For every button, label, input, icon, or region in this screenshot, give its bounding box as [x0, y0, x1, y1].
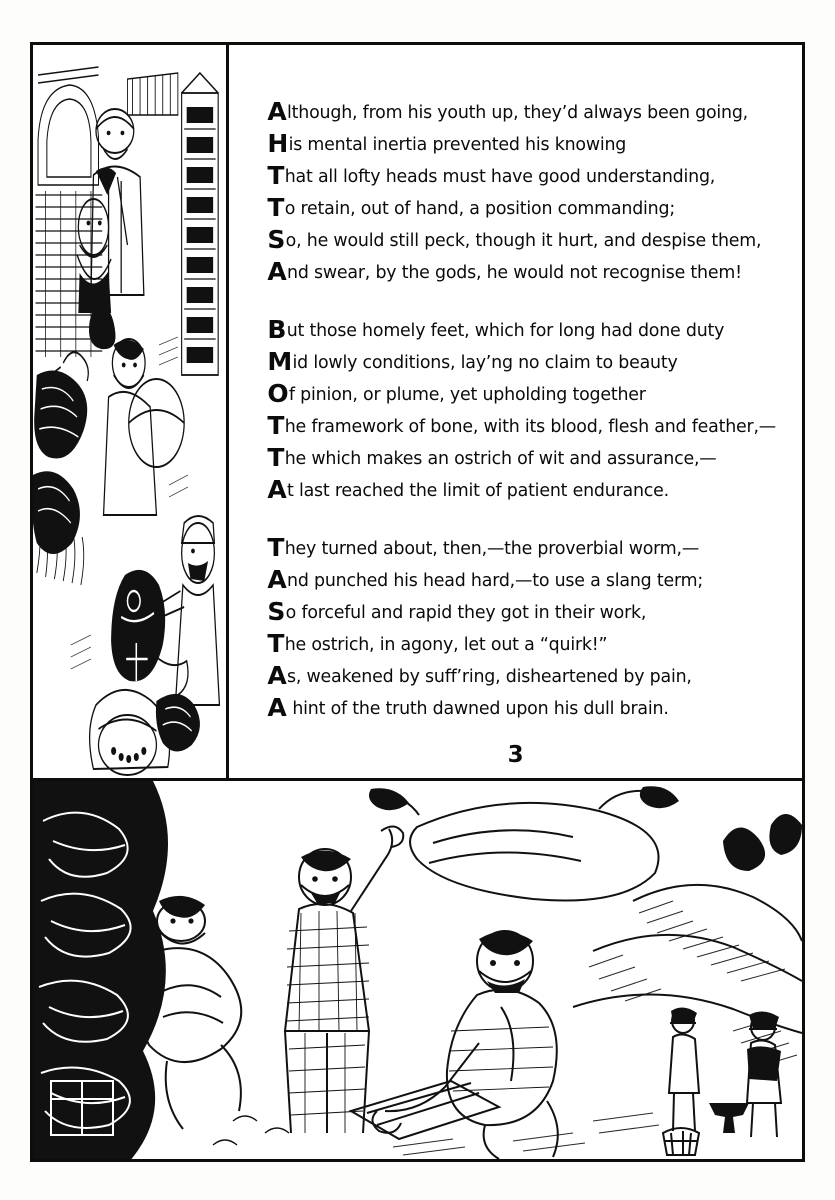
- line-initial: O: [267, 379, 289, 408]
- line-text: id lowly conditions, lay’ng no claim to beauty: [292, 353, 678, 373]
- poem-line: [267, 597, 776, 629]
- poem-line: [267, 315, 776, 347]
- poem-text: [229, 45, 802, 778]
- line-initial: A: [267, 693, 287, 722]
- line-initial: T: [267, 629, 285, 658]
- line-text: he ostrich, in agony, let out a “quirk!”: [284, 635, 608, 655]
- line-initial: A: [267, 565, 287, 594]
- line-text: t last reached the limit of patient endurance.: [287, 481, 669, 501]
- line-text: o, he would still peck, though it hurt, and despise them,: [285, 231, 762, 251]
- bottom-illustration-artwork: [33, 781, 802, 1162]
- upper-section: [33, 45, 802, 778]
- line-text: o retain, out of hand, a position commanding;: [284, 199, 675, 219]
- line-initial: T: [267, 161, 285, 190]
- poem-line: [267, 533, 776, 565]
- poem-line: [267, 693, 776, 725]
- line-text: he which makes an ostrich of wit and assurance,—: [284, 449, 717, 469]
- line-text: nd punched his head hard,—to use a slang term;: [287, 571, 703, 591]
- line-text: s, weakened by suff’ring, disheartened by pain,: [287, 667, 692, 687]
- line-text: hey turned about, then,—the proverbial worm,—: [284, 539, 700, 559]
- line-initial: T: [267, 193, 285, 222]
- line-initial: T: [267, 411, 285, 440]
- poem-line: [267, 97, 776, 129]
- line-initial: M: [267, 347, 293, 376]
- line-initial: A: [267, 257, 287, 286]
- line-text: he framework of bone, with its blood, flesh and feather,—: [284, 417, 776, 437]
- poem-line: [267, 379, 776, 411]
- left-illustration: [33, 45, 229, 778]
- line-initial: T: [267, 443, 285, 472]
- line-initial: A: [267, 661, 287, 690]
- poem-line: [267, 257, 776, 289]
- poem-line: [267, 443, 776, 475]
- line-text: hint of the truth dawned upon his dull brain.: [287, 699, 669, 719]
- poem-line: [267, 411, 776, 443]
- poem-line: [267, 161, 776, 193]
- line-initial: H: [267, 129, 289, 158]
- stanza-2: [267, 315, 776, 507]
- poem-line: [267, 193, 776, 225]
- line-initial: S: [267, 225, 286, 254]
- line-text: ut those homely feet, which for long had done duty: [286, 321, 725, 341]
- poem-line: [267, 225, 776, 257]
- line-initial: T: [267, 533, 285, 562]
- page-number: 3: [507, 742, 524, 768]
- line-text: lthough, from his youth up, they’d always been going,: [287, 103, 749, 123]
- line-text: o forceful and rapid they got in their work,: [285, 603, 647, 623]
- bottom-illustration: [33, 778, 802, 1162]
- stanza-3: [267, 533, 776, 725]
- line-initial: A: [267, 97, 287, 126]
- line-text: nd swear, by the gods, he would not recognise them!: [287, 263, 742, 283]
- line-text: is mental inertia prevented his knowing: [288, 135, 627, 155]
- stanza-1: [267, 97, 776, 289]
- line-text: hat all lofty heads must have good understanding,: [284, 167, 716, 187]
- line-initial: S: [267, 597, 286, 626]
- poem-line: [267, 629, 776, 661]
- poem-line: [267, 129, 776, 161]
- poem-line: [267, 475, 776, 507]
- poem-line: [267, 347, 776, 379]
- left-illustration-artwork: [33, 45, 226, 778]
- poem-line: [267, 565, 776, 597]
- line-initial: A: [267, 475, 287, 504]
- line-initial: B: [267, 315, 287, 344]
- illustrated-plate: [30, 42, 805, 1162]
- line-text: f pinion, or plume, yet upholding together: [288, 385, 646, 405]
- poem-line: [267, 661, 776, 693]
